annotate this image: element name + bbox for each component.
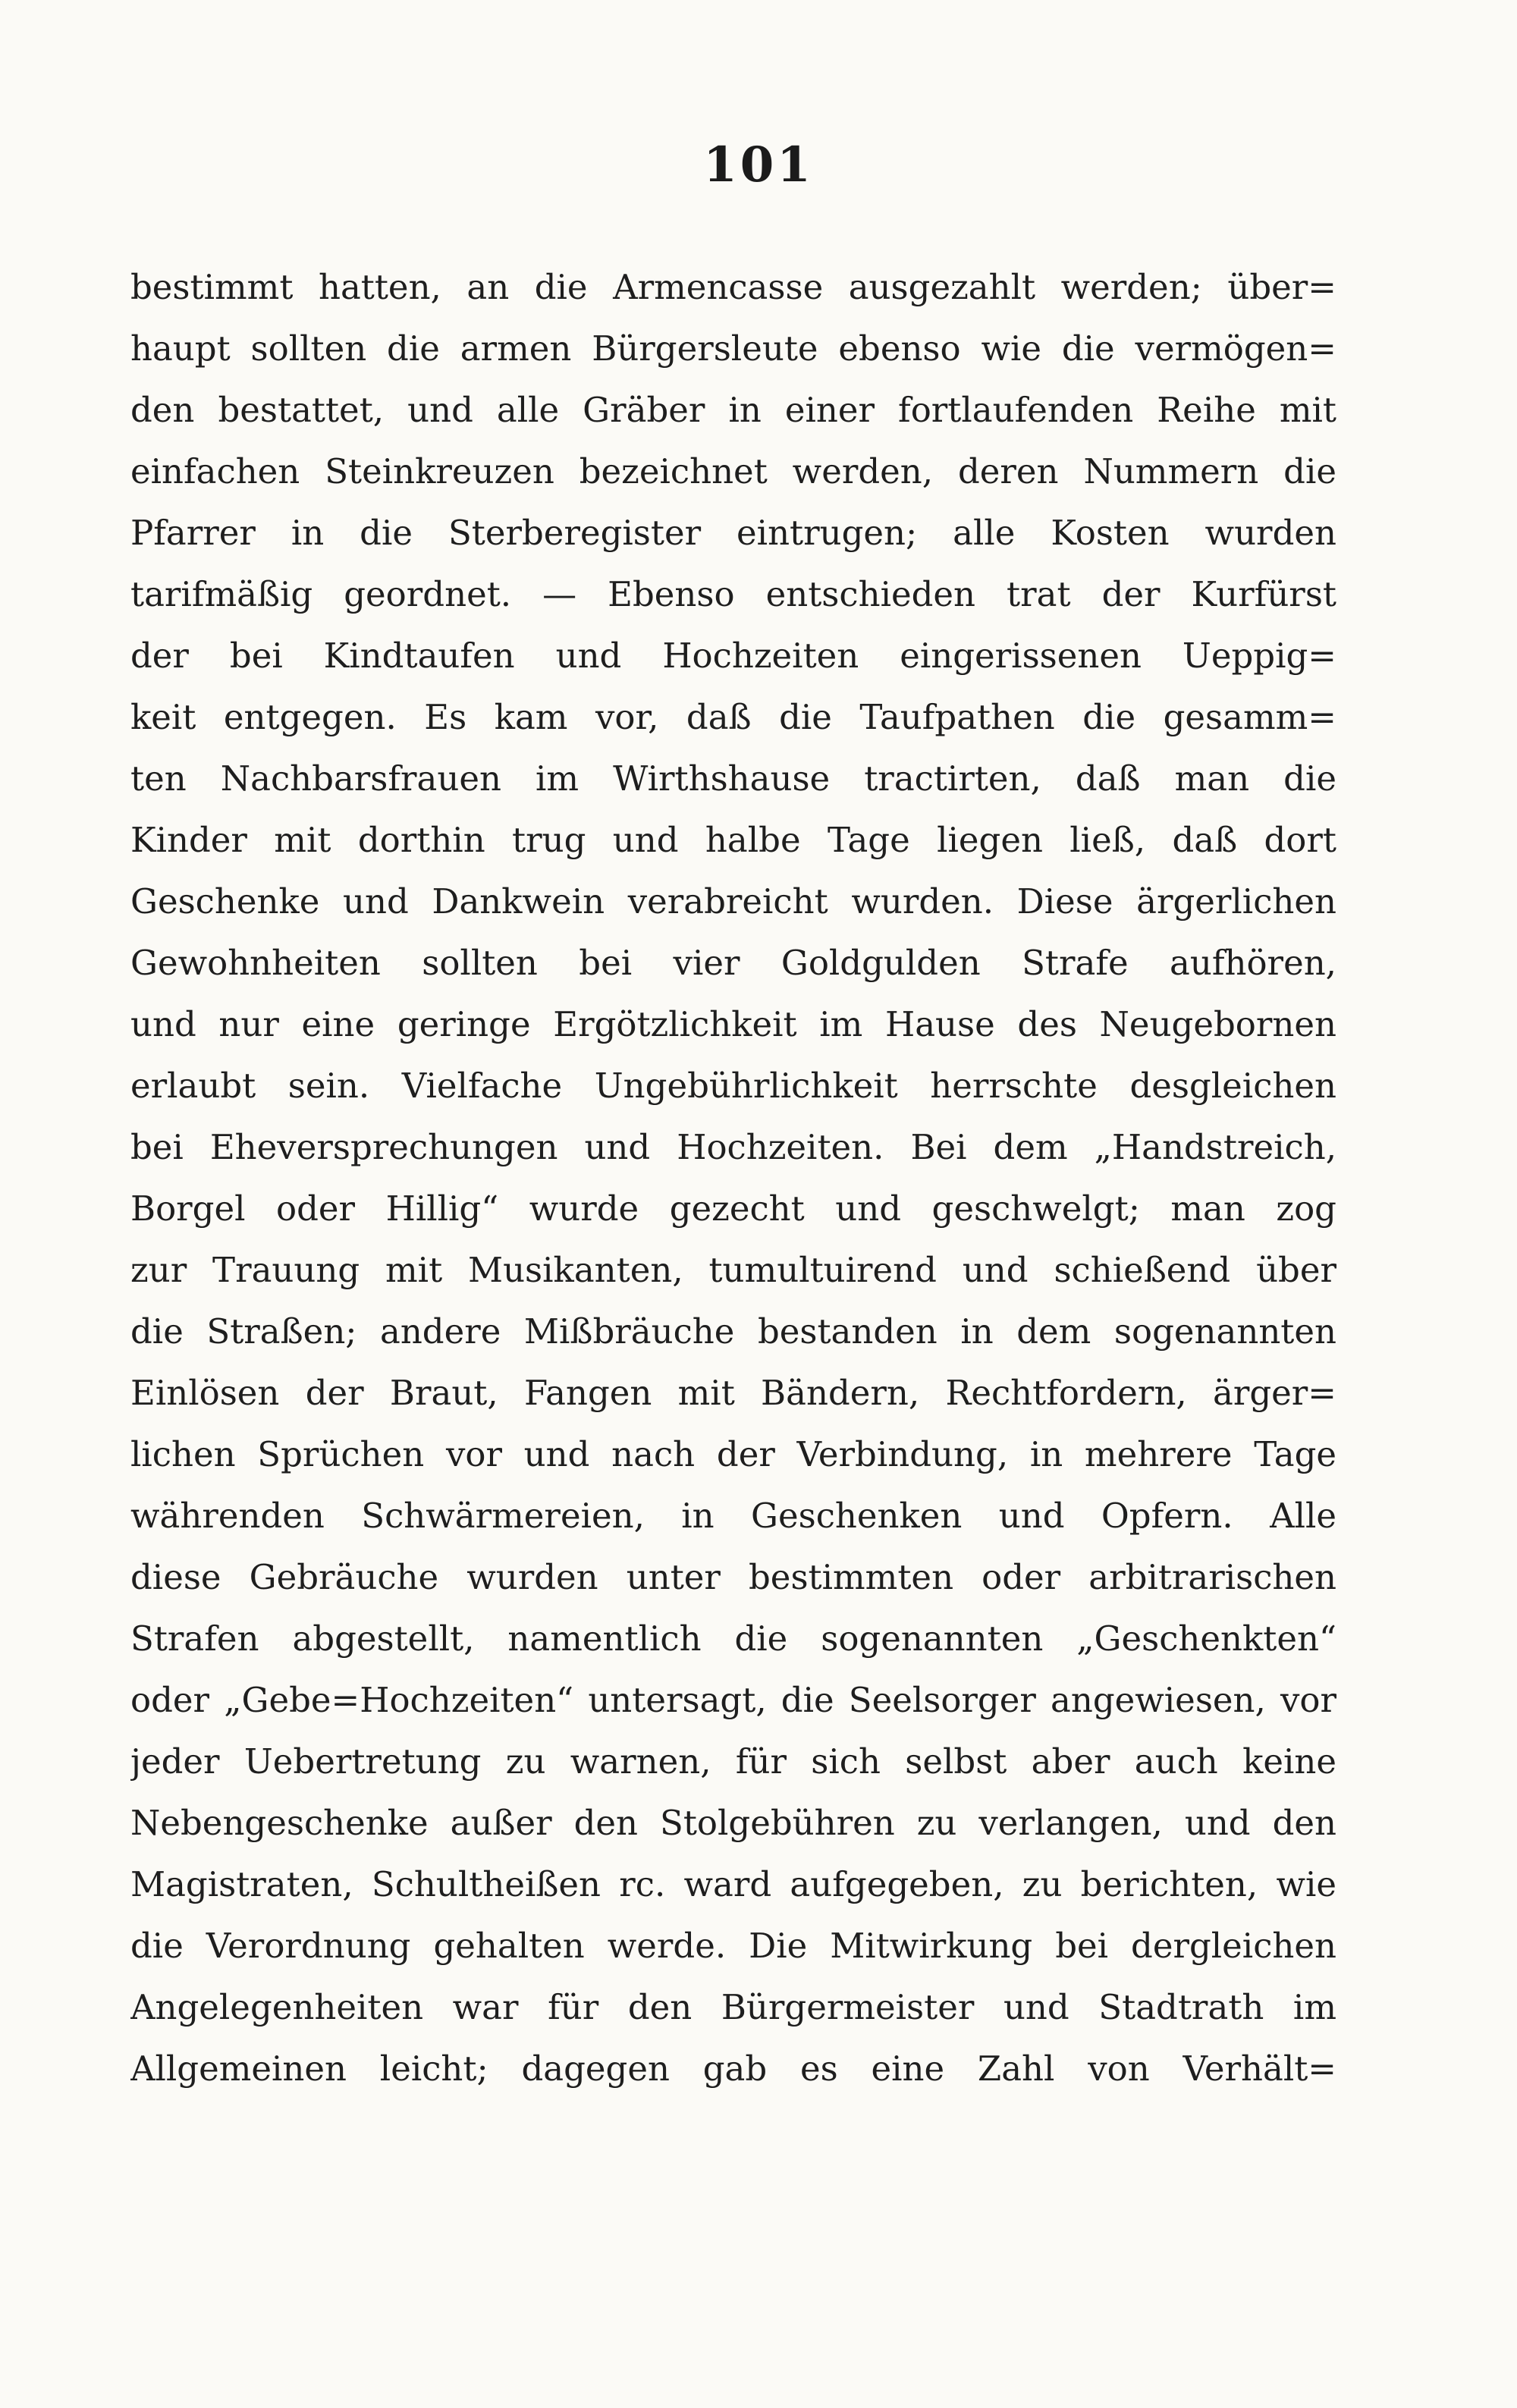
- text-line: lichen Sprüchen vor und nach der Verbindung, in mehrere Tage: [130, 1434, 1336, 1474]
- text-line: haupt sollten die armen Bürgersleute ebenso wie die vermögen=: [130, 328, 1336, 369]
- text-line: jeder Uebertretung zu warnen, für sich selbst aber auch keine: [130, 1741, 1336, 1782]
- text-line: Nebengeschenke außer den Stolgebühren zu verlangen, und den: [130, 1803, 1336, 1843]
- text-line: diese Gebräuche wurden unter bestimmten oder arbitrarischen: [130, 1557, 1336, 1597]
- text-line: Kinder mit dorthin trug und halbe Tage liegen ließ, daß dort: [130, 820, 1336, 860]
- text-line: der bei Kindtaufen und Hochzeiten eingerissenen Ueppig=: [130, 636, 1336, 676]
- text-line: zur Trauung mit Musikanten, tumultuirend und schießend über: [130, 1250, 1336, 1290]
- text-line: Magistraten, Schultheißen rc. ward aufgegeben, zu berichten, wie: [130, 1864, 1336, 1904]
- text-line: die Verordnung gehalten werde. Die Mitwirkung bei dergleichen: [130, 1926, 1336, 1966]
- text-line: erlaubt sein. Vielfache Ungebührlichkeit herrschte desgleichen: [130, 1066, 1336, 1106]
- text-line: den bestattet, und alle Gräber in einer fortlaufenden Reihe mit: [130, 390, 1336, 430]
- text-line: ten Nachbarsfrauen im Wirthshause tractirten, daß man die: [130, 758, 1336, 799]
- text-line: Gewohnheiten sollten bei vier Goldgulden Strafe aufhören,: [130, 943, 1336, 983]
- text-line: oder „Gebe=Hochzeiten“ untersagt, die Seelsorger angewiesen, vor: [130, 1680, 1336, 1720]
- text-line: Angelegenheiten war für den Bürgermeister und Stadtrath im: [130, 1987, 1336, 2027]
- text-line: und nur eine geringe Ergötzlichkeit im Hause des Neugebornen: [130, 1004, 1336, 1044]
- page-number: 101: [703, 137, 814, 193]
- text-line: bestimmt hatten, an die Armencasse ausgezahlt werden; über=: [130, 267, 1336, 307]
- text-line: keit entgegen. Es kam vor, daß die Taufpathen die gesamm=: [130, 697, 1336, 737]
- text-line: Strafen abgestellt, namentlich die sogenannten „Geschenkten“: [130, 1618, 1336, 1659]
- text-line: tarifmäßig geordnet. — Ebenso entschieden trat der Kurfürst: [130, 574, 1336, 614]
- text-line: die Straßen; andere Mißbräuche bestanden in dem sogenannten: [130, 1311, 1336, 1352]
- text-line: Borgel oder Hillig“ wurde gezecht und geschwelgt; man zog: [130, 1188, 1336, 1229]
- text-line: Einlösen der Braut, Fangen mit Bändern, Rechtfordern, ärger=: [130, 1373, 1336, 1413]
- text-line: einfachen Steinkreuzen bezeichnet werden, deren Nummern die: [130, 451, 1336, 491]
- text-line: Allgemeinen leicht; dagegen gab es eine Zahl von Verhält=: [130, 2049, 1336, 2089]
- text-line: Pfarrer in die Sterberegister eintrugen; alle Kosten wurden: [130, 513, 1336, 553]
- text-line: Geschenke und Dankwein verabreicht wurden. Diese ärgerlichen: [130, 881, 1336, 921]
- text-line: bei Eheversprechungen und Hochzeiten. Bei dem „Handstreich,: [130, 1127, 1336, 1167]
- body-text: [130, 256, 1336, 2099]
- text-line: währenden Schwärmereien, in Geschenken und Opfern. Alle: [130, 1496, 1336, 1536]
